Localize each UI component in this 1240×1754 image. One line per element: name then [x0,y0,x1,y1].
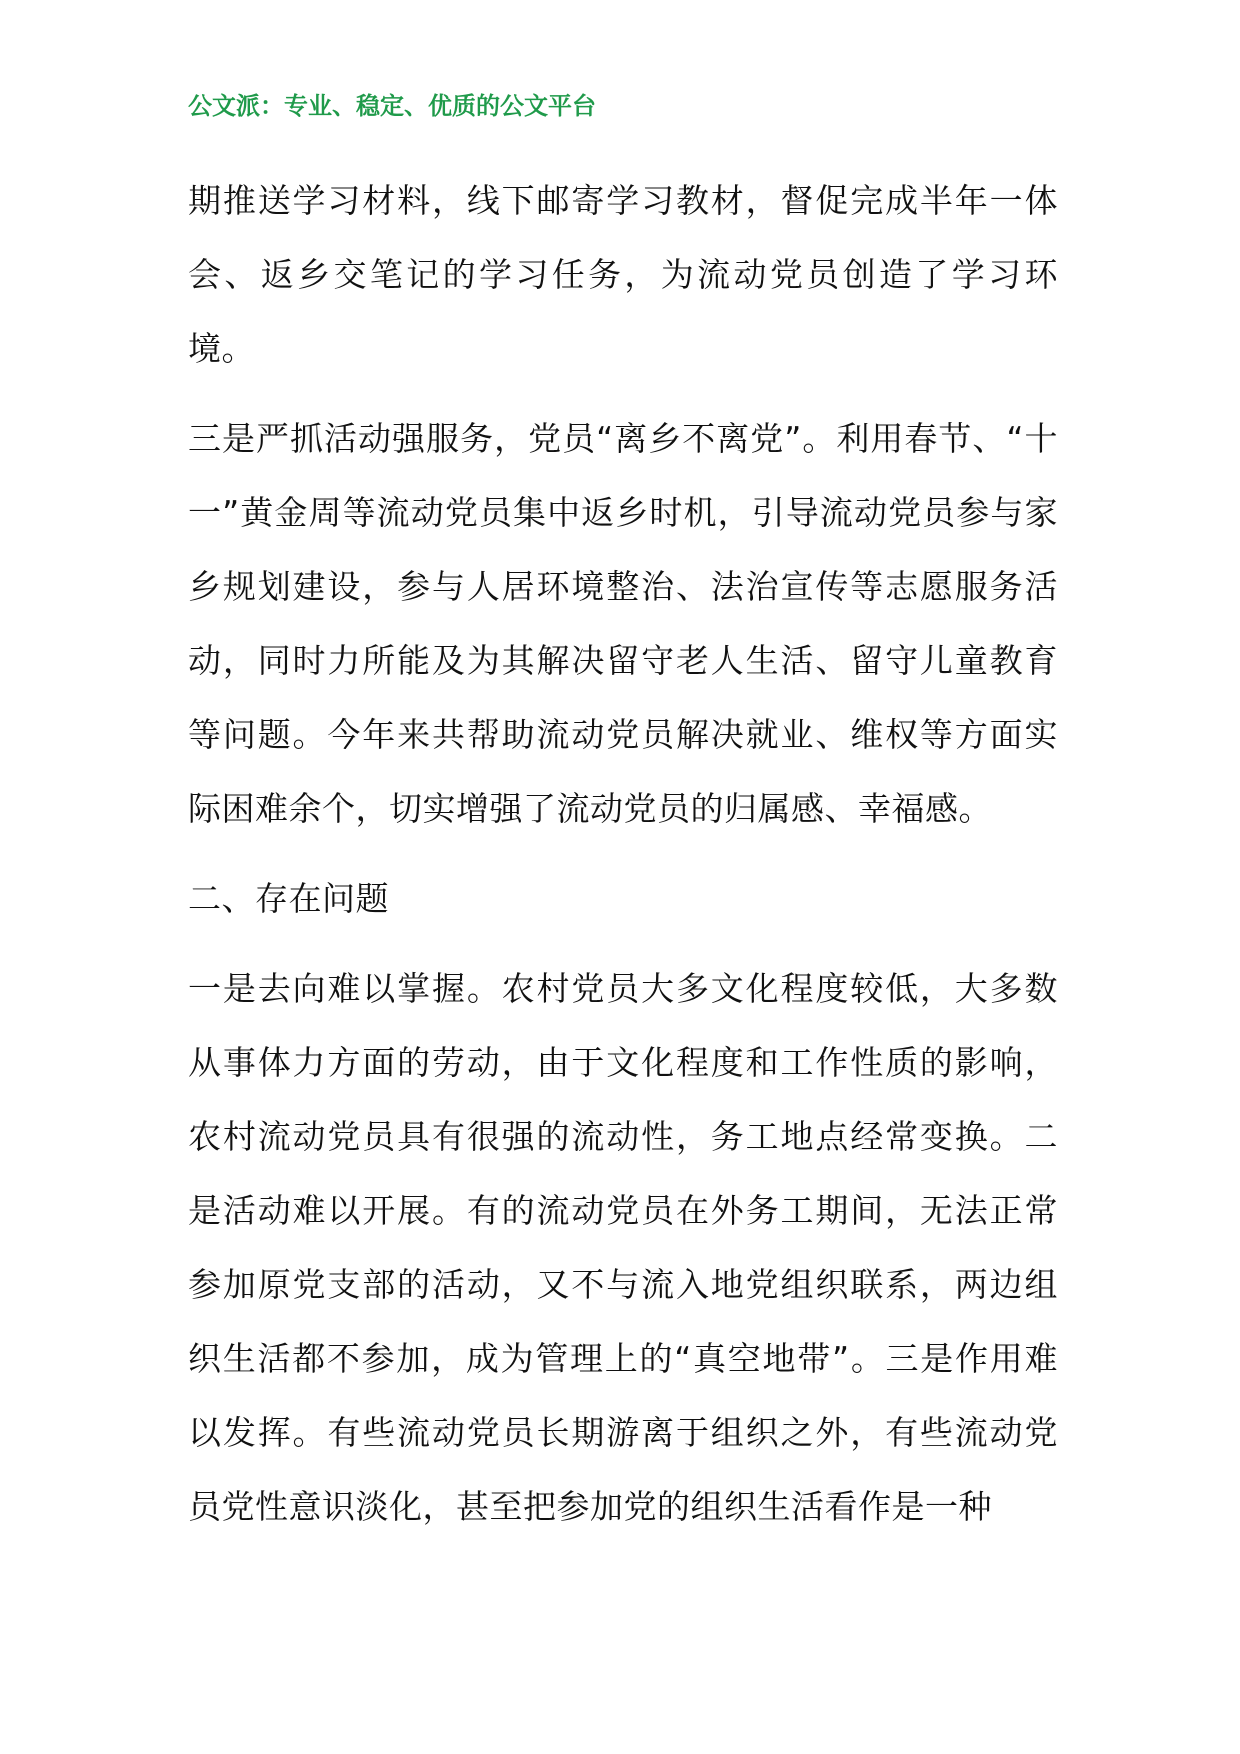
paragraph-activities-service: 三是严抓活动强服务，党员“离乡不离党”。利用春节、“十一”黄金周等流动党员集中返乡时机，引导流动党员参与家乡规划建设，参与人居环境整治、法治宣传等志愿服务活动，同时力所能及为其解决留守老人生活、留守儿童教育等问题。今年来共帮助流动党员解决就业、维权等方面实际困难余个，切实增强了流动党员的归属感、幸福感。 [188,419,1058,828]
paragraph-study-environment: 期推送学习材料，线下邮寄学习教材，督促完成半年一体会、返乡交笔记的学习任务，为流动党员创造了学习环境。 [188,181,1058,368]
section-heading-problems: 二、存在问题 [188,879,389,918]
header-title: 公文派：专业、稳定、优质的公文平台 [188,92,596,120]
paragraph-problems: 一是去向难以掌握。农村党员大多文化程度较低，大多数从事体力方面的劳动，由于文化程度和工作性质的影响，农村流动党员具有很强的流动性，务工地点经常变换。二是活动难以开展。有的流动党员在外务工期间，无法正常参加原党支部的活动，又不与流入地党组织联系，两边组织生活都不参加，成为管理上的“真空地带”。三是作用难以发挥。有些流动党员长期游离于组织之外，有些流动党员党性意识淡化，甚至把参加党的组织生活看作是一种 [188,969,1058,1526]
document-body [188,164,1058,1544]
